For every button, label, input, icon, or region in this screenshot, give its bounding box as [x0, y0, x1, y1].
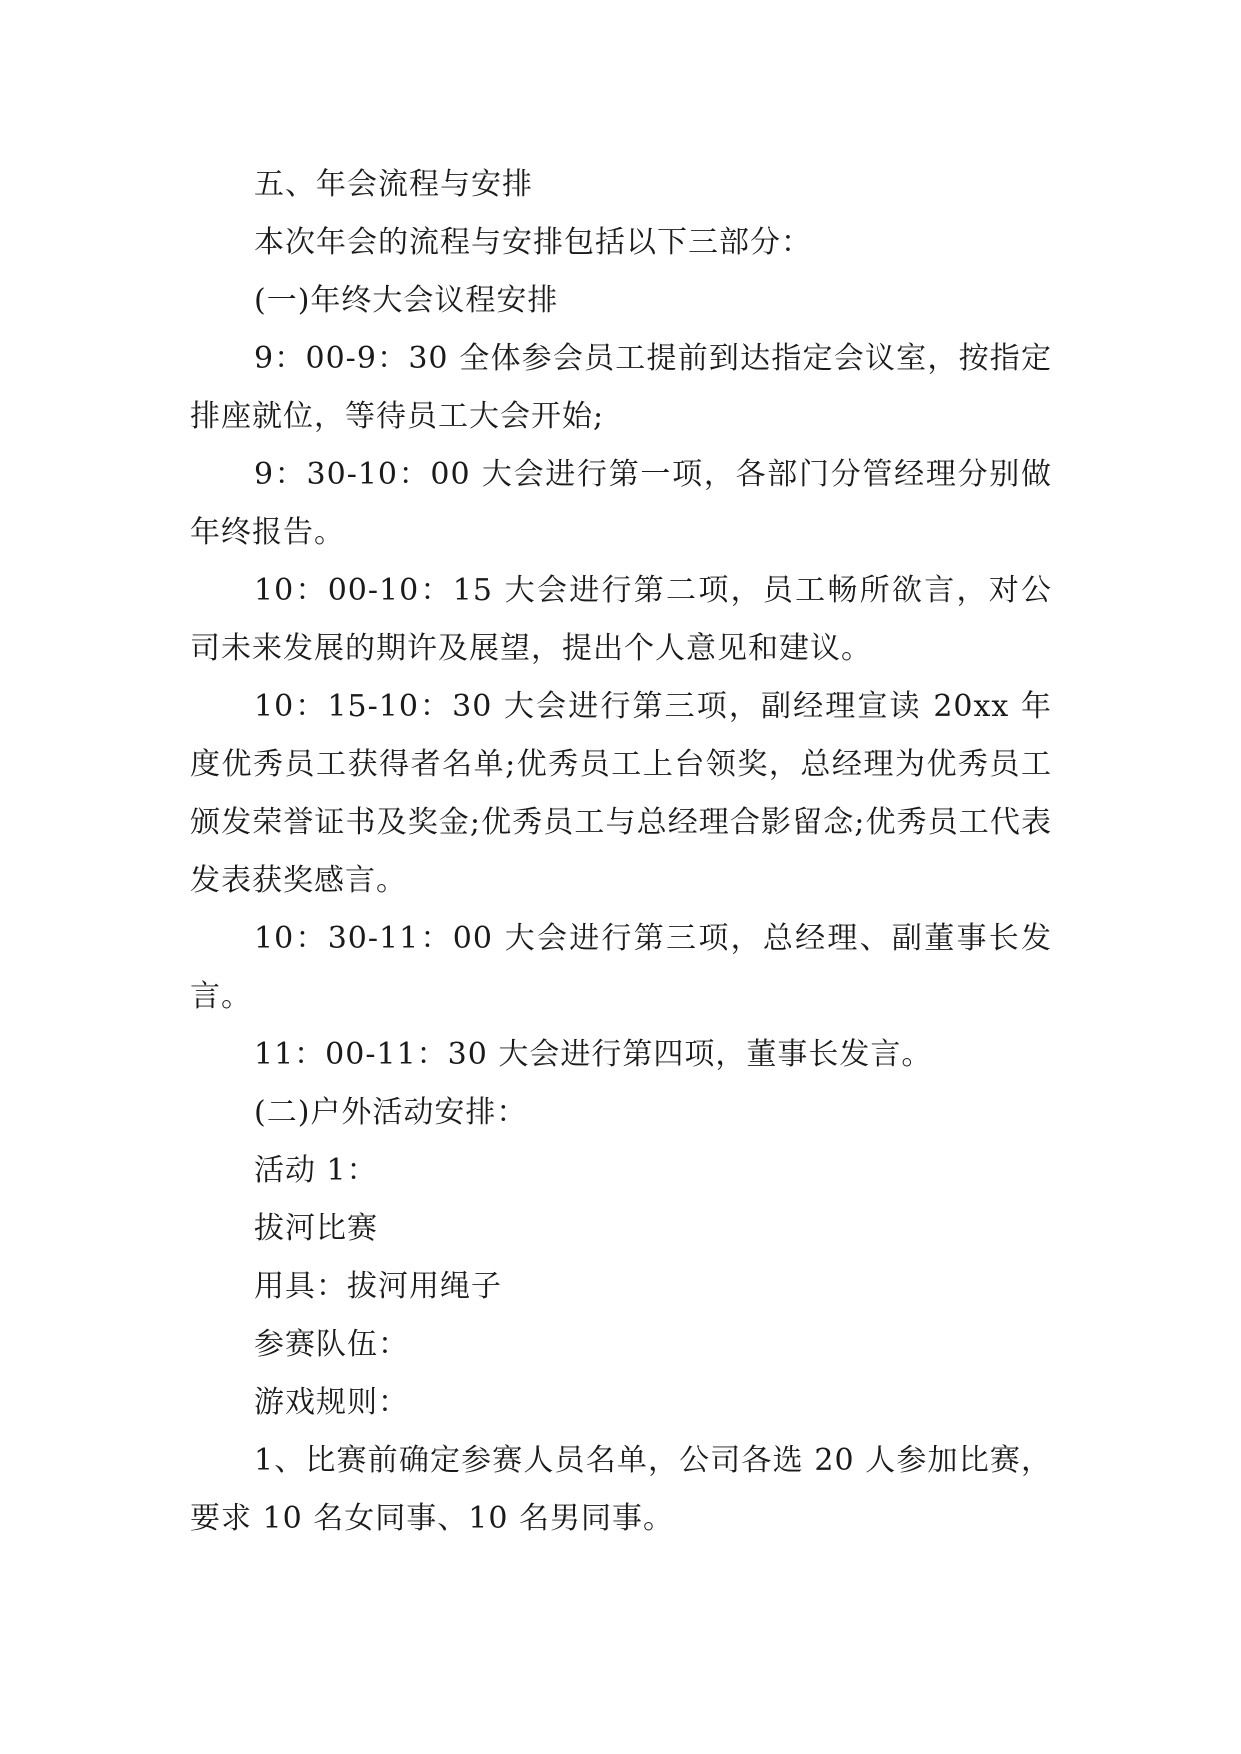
activity-teams: 参赛队伍： — [254, 1327, 409, 1362]
section-heading: 五、年会流程与安排 — [254, 167, 533, 202]
intro-paragraph: 本次年会的流程与安排包括以下三部分： — [254, 225, 812, 260]
activity-label: 活动 1： — [254, 1153, 378, 1188]
agenda-item: 9：30-10：00 大会进行第一项，各部门分管经理分别做年终报告。 — [190, 457, 1052, 550]
activity-rule: 1、比赛前确定参赛人员名单，公司各选 20 人参加比赛，要求 10 名女同事、10 名男同事。 — [190, 1443, 1052, 1536]
activity-name: 拔河比赛 — [254, 1211, 378, 1246]
agenda-item: 10：15-10：30 大会进行第三项，副经理宣读 20xx 年度优秀员工获得者名单;优秀员工上台领奖，总经理为优秀员工颁发荣誉证书及奖金;优秀员工与总经理合影留念;优秀员工代表发表获奖感言。 — [190, 689, 1052, 898]
document-body — [190, 156, 1052, 1548]
activity-rules-heading: 游戏规则： — [254, 1385, 409, 1420]
agenda-item: 11：00-11：30 大会进行第四项，董事长发言。 — [254, 1037, 933, 1072]
activity-equipment: 用具：拔河用绳子 — [254, 1269, 502, 1304]
agenda-item: 9：00-9：30 全体参会员工提前到达指定会议室，按指定排座就位，等待员工大会开始; — [190, 341, 1052, 434]
agenda-item: 10：00-10：15 大会进行第二项，员工畅所欲言，对公司未来发展的期许及展望，提出个人意见和建议。 — [190, 573, 1052, 666]
subsection-heading-outdoor: (二)户外活动安排： — [254, 1095, 528, 1130]
agenda-item: 10：30-11：00 大会进行第三项，总经理、副董事长发言。 — [190, 921, 1052, 1014]
subsection-heading-agenda: (一)年终大会议程安排 — [254, 283, 559, 318]
